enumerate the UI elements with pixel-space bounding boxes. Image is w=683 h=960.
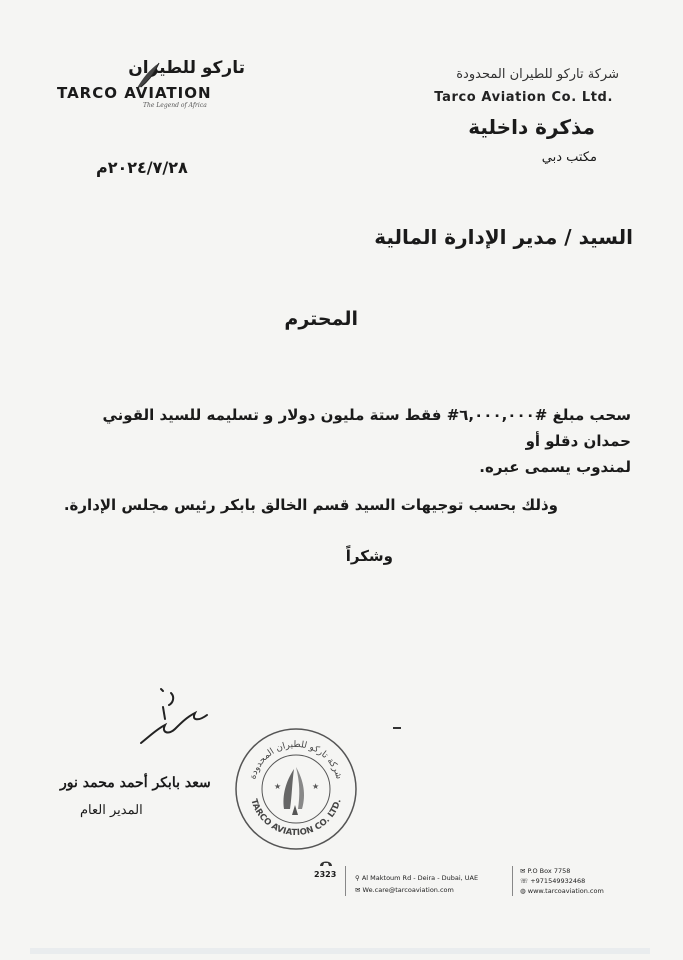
addressee: السيد / مدير الإدارة المالية — [374, 225, 633, 249]
logo-tagline: The Legend of Africa — [143, 102, 207, 109]
office-name: مكتب دبي — [541, 150, 597, 165]
footer-box-number: 2323 — [314, 870, 337, 879]
logo-english-text: TARCO AVIATION — [57, 84, 212, 102]
logo-arabic-text: تاركو للطيران — [128, 58, 245, 78]
signatory-title: المدير العام — [80, 803, 143, 818]
footer-website[interactable]: www.tarcoaviation.com — [527, 887, 604, 895]
footer-separator — [512, 866, 513, 896]
mailbox-icon: ✉ — [520, 867, 526, 875]
body-line-1: سحب مبلغ #٦,٠٠٠,٠٠٠# فقط ستة مليون دولار و تسليمه للسيد القوني حمدان دقلو أو — [102, 406, 631, 450]
phone-icon: ☏ — [520, 877, 529, 885]
email-icon: ✉ — [355, 886, 361, 894]
footer-email[interactable]: We.care@tarcoaviation.com — [362, 886, 454, 894]
stamp-star-right: ★ — [312, 782, 320, 791]
signatory-name: سعد بابكر أحمد محمد نور — [60, 775, 211, 791]
body-paragraph-1 — [71, 402, 631, 480]
body-line-2: لمندوب يسمى عبره. — [479, 458, 631, 476]
company-name-arabic: شركة تاركو للطيران المحدودة — [456, 67, 619, 82]
stamp-feather-icon — [283, 767, 304, 815]
memo-title: مذكرة داخلية — [468, 115, 595, 139]
company-stamp — [232, 725, 360, 853]
location-pin-icon: ⚲ — [355, 874, 360, 882]
stamp-text-english: TARCO AVIATION CO. LTD. — [248, 797, 344, 839]
footer-address-block — [355, 872, 478, 896]
globe-icon: ◍ — [520, 887, 526, 895]
footer-address: Al Maktoum Rd - Deira - Dubai, UAE — [361, 874, 479, 882]
svg-text:TARCO AVIATION CO. LTD. — [248, 798, 343, 838]
stamp-star-left: ★ — [274, 782, 282, 791]
salutation: المحترم — [284, 308, 358, 330]
memo-date: ٢٠٢٤/٧/٢٨م — [96, 158, 188, 177]
stamp-text-arabic: شركة تاركو للطيران المحدودة — [248, 739, 344, 781]
body-paragraph-2: وذلك بحسب توجيهات السيد قسم الخالق بابكر رئيس مجلس الإدارة. — [63, 496, 558, 514]
company-name-english: Tarco Aviation Co. Ltd. — [434, 90, 613, 105]
page-bottom-edge — [30, 948, 650, 954]
footer-contact-block — [520, 866, 604, 896]
handwritten-signature — [135, 685, 215, 750]
footer-separator — [345, 866, 346, 896]
closing-thanks: وشكراً — [345, 547, 393, 565]
footer-phone: +971549932468 — [530, 877, 586, 885]
telephone-icon — [318, 856, 334, 870]
divider-dash — [393, 727, 401, 729]
svg-text:شركة تاركو للطيران المحدودة — [248, 740, 344, 781]
footer-po-box: P.O Box 7758 — [527, 867, 571, 875]
company-logo — [55, 58, 245, 116]
